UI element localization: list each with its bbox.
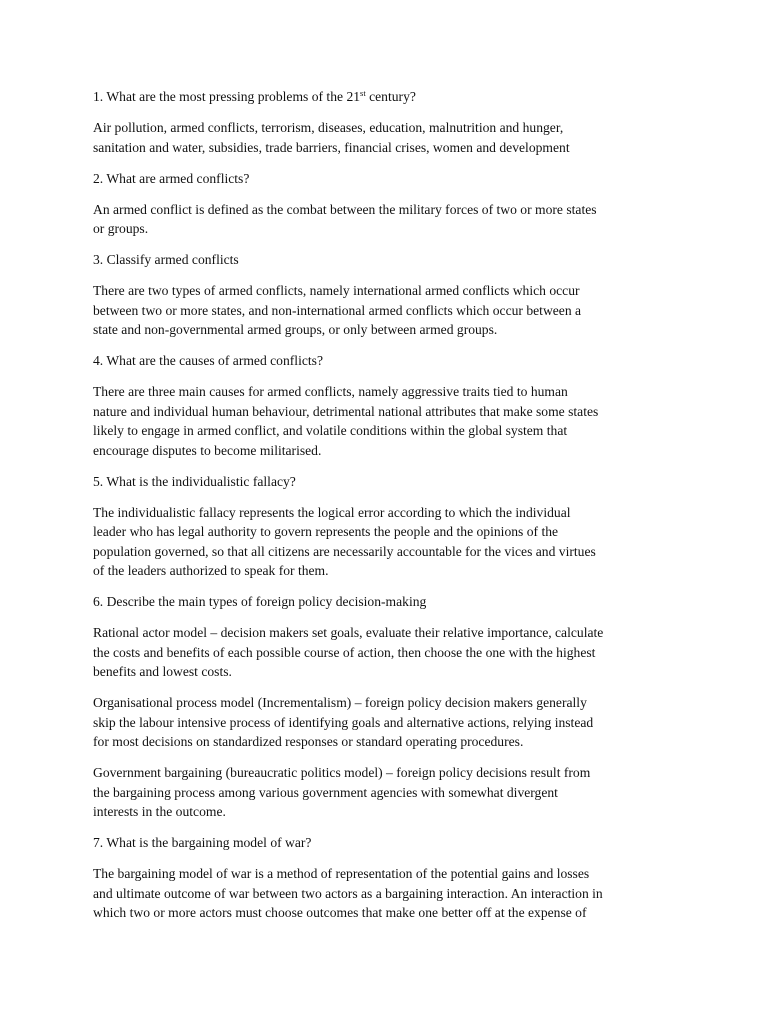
answer-line: the bargaining process among various government agencies with somewhat divergent <box>93 784 558 800</box>
answer-line: state and non-governmental armed groups, or only between armed groups. <box>93 322 498 337</box>
answer-line: population governed, so that all citizens are necessarily accountable for the vices and virtues <box>93 543 596 559</box>
answer-3 <box>93 281 663 340</box>
answer-1 <box>93 118 663 157</box>
question-7: 7. What is the bargaining model of war? <box>93 835 312 850</box>
answer-line: interests in the outcome. <box>93 804 226 819</box>
answer-line: the costs and benefits of each possible course of action, then choose the one with the highest <box>93 644 596 660</box>
answer-line: benefits and lowest costs. <box>93 664 232 679</box>
answer-line: The individualistic fallacy represents the logical error according to which the individual <box>93 504 571 520</box>
question-2: 2. What are armed conflicts? <box>93 170 250 186</box>
question-5: 5. What is the individualistic fallacy? <box>93 473 296 489</box>
answer-2 <box>93 200 663 239</box>
answer-7 <box>93 864 663 923</box>
question-1-text-end: century? <box>365 89 416 104</box>
answer-line: likely to engage in armed conflict, and volatile conditions within the global system that <box>93 423 568 438</box>
answer-6-government-bargaining <box>93 763 663 822</box>
answer-line: which two or more actors must choose outcomes that make one better off at the expense of <box>93 905 587 920</box>
answer-6-organisational-process <box>93 693 663 752</box>
answer-line: There are two types of armed conflicts, namely international armed conflicts which occur <box>93 283 580 298</box>
answer-line: Rational actor model – decision makers set goals, evaluate their relative importance, calculate <box>93 625 604 640</box>
answer-4 <box>93 382 663 460</box>
answer-line: between two or more states, and non-international armed conflicts which occur between a <box>93 302 582 318</box>
answer-line: skip the labour intensive process of identifying goals and alternative actions, relying instead <box>93 714 594 730</box>
answer-line: Air pollution, armed conflicts, terrorism, diseases, education, malnutrition and hunger, <box>93 120 564 135</box>
answer-line: Organisational process model (Incrementalism) – foreign policy decision makers generally <box>93 695 587 710</box>
answer-line: of the leaders authorized to speak for them. <box>93 563 329 578</box>
question-1-superscript: st <box>360 88 366 98</box>
question-3: 3. Classify armed conflicts <box>93 252 239 267</box>
document-page <box>93 87 663 934</box>
answer-line: nature and individual human behaviour, detrimental national attributes that make some states <box>93 403 599 419</box>
answer-6-rational-actor <box>93 623 663 682</box>
question-4: 4. What are the causes of armed conflicts? <box>93 353 323 368</box>
question-1 <box>93 87 663 107</box>
answer-line: for most decisions on standardized responses or standard operating procedures. <box>93 734 524 749</box>
answer-line: Government bargaining (bureaucratic politics model) – foreign policy decisions result from <box>93 765 591 780</box>
answer-line: encourage disputes to become militarised. <box>93 442 322 458</box>
answer-line: An armed conflict is defined as the combat between the military forces of two or more states <box>93 201 597 217</box>
answer-line: There are three main causes for armed conflicts, namely aggressive traits tied to human <box>93 384 568 399</box>
answer-line: or groups. <box>93 221 149 236</box>
answer-5 <box>93 503 663 581</box>
question-1-text: 1. What are the most pressing problems of the 21 <box>93 89 361 104</box>
answer-line: The bargaining model of war is a method of representation of the potential gains and losses <box>93 866 590 881</box>
answer-line: leader who has legal authority to govern represents the people and the opinions of the <box>93 524 559 539</box>
question-6: 6. Describe the main types of foreign policy decision-making <box>93 594 427 609</box>
answer-line: and ultimate outcome of war between two actors as a bargaining interaction. An interaction in <box>93 885 603 901</box>
answer-line: sanitation and water, subsidies, trade barriers, financial crises, women and development <box>93 139 570 155</box>
